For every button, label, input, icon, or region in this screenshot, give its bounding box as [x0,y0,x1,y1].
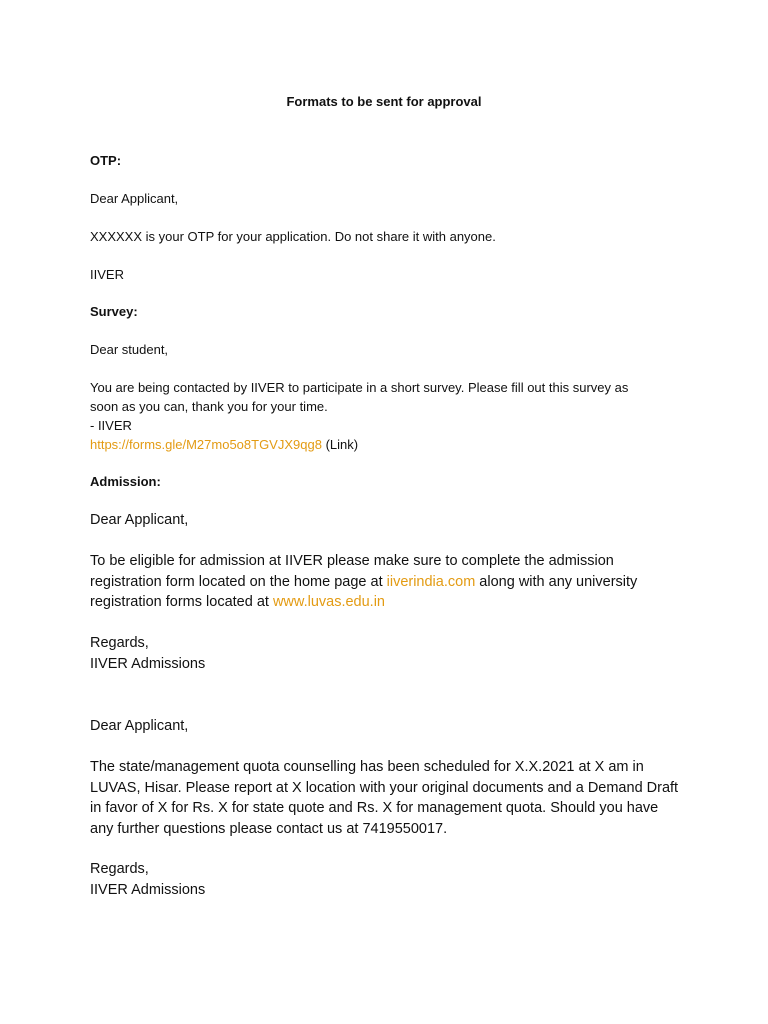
survey-signoff: - IIVER [90,418,132,433]
otp-greeting: Dear Applicant, [90,191,179,206]
iiverindia-link[interactable]: iiverindia.com [386,573,476,590]
otp-signoff: IIVER [90,267,124,282]
admission-signature: IIVER Admissions [90,655,206,672]
survey-line-2: soon as you can, thank you for your time. [90,399,328,414]
survey-body [90,378,690,454]
admission-text-2: along with any university registration forms located at [90,573,638,610]
counselling-regards: Regards, [90,861,149,877]
admission-heading: Admission: [90,474,161,489]
counselling-signature: IIVER Admissions [90,881,206,898]
survey-greeting: Dear student, [90,342,169,357]
otp-heading: OTP: [90,153,122,168]
survey-heading: Survey: [90,304,138,319]
admission-greeting: Dear Applicant, [90,512,189,528]
admission-text-1: To be eligible for admission at IIVER please make sure to complete the admission registration form located on the home page at [90,553,614,590]
page-title: Formats to be sent for approval [286,94,482,109]
survey-line-1: You are being contacted by IIVER to participate in a short survey. Please fill out this survey as [90,380,629,395]
survey-link-line [90,435,690,454]
admission-regards: Regards, [90,635,149,651]
counselling-body: The state/management quota counselling has been scheduled for X.X.2021 at X am in LUVAS, Hisar. Please report at X location with your original documents and a Demand Draft in favor of X for Rs. X for state quote and Rs. X for management quota. Should you have any further questions please contact us at 7419550017. [90,759,679,837]
admission-closing [90,633,680,674]
luvas-link[interactable]: www.luvas.edu.in [272,594,385,610]
counselling-closing [90,859,680,900]
counselling-greeting: Dear Applicant, [90,718,189,734]
survey-form-link[interactable]: https://forms.gle/M27mo5o8TGVJX9qg8 [90,437,322,452]
admission-paragraph [90,551,680,613]
otp-message: XXXXXX is your OTP for your application. Do not share it with anyone. [90,229,496,244]
survey-link-suffix: (Link) [321,437,359,452]
